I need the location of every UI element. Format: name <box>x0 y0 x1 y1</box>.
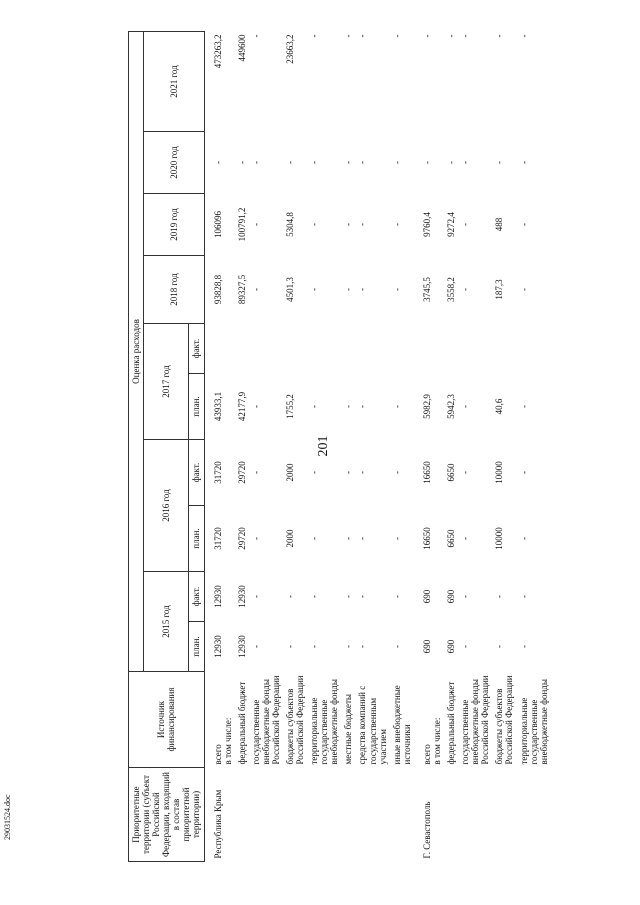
table-row <box>414 32 444 862</box>
value-cell: 16650 <box>421 527 432 550</box>
value-cell: 12930 <box>212 635 223 658</box>
value-cell <box>204 324 235 374</box>
value-cell: - <box>518 537 529 540</box>
value-cell: 31720 <box>212 461 223 484</box>
value-cell: - <box>446 161 457 164</box>
value-cell: - <box>357 223 368 226</box>
document-id: 29031524.doc <box>3 794 12 840</box>
header-year-2016: 2016 год <box>144 440 189 572</box>
value-cell: - <box>250 288 261 291</box>
value-cell: - <box>309 537 320 540</box>
value-cell: - <box>250 405 261 408</box>
value-cell: - <box>391 537 402 540</box>
value-cell: - <box>250 223 261 226</box>
header-year-2021: 2021 год <box>144 32 204 132</box>
region-cell <box>458 768 492 862</box>
value-cell: 23663,2 <box>285 34 296 64</box>
source-cell: всего в том числе: <box>212 717 233 765</box>
table-row <box>235 32 249 862</box>
value-cell: 43933,1 <box>212 391 223 422</box>
source-cell: территориальные государственные внебюджетные фонды <box>518 679 549 765</box>
value-cell: - <box>391 223 402 226</box>
value-cell: - <box>357 288 368 291</box>
value-cell: 4501,3 <box>285 277 296 302</box>
source-cell: бюджеты субъектов Российской Федерации <box>285 675 306 765</box>
value-cell: - <box>343 405 354 408</box>
value-cell: 2000 <box>285 463 296 482</box>
value-cell: - <box>391 471 402 474</box>
value-cell: - <box>250 645 261 648</box>
value-cell: 10000 <box>494 527 505 550</box>
table-row <box>492 32 516 862</box>
value-cell: - <box>357 34 368 38</box>
table-header <box>129 32 205 862</box>
source-cell: местные бюджеты <box>343 694 354 765</box>
value-cell: - <box>309 223 320 226</box>
header-year-2015: 2015 год <box>144 572 189 672</box>
value-cell <box>458 324 492 374</box>
value-cell: - <box>460 161 471 164</box>
region-cell: Г. Севастополь <box>421 801 432 859</box>
value-cell: 488 <box>494 217 505 232</box>
header-plan-2017: план. <box>189 374 204 440</box>
value-cell: - <box>285 161 296 164</box>
value-cell: - <box>343 471 354 474</box>
value-cell: - <box>391 34 402 38</box>
region-cell <box>444 768 458 862</box>
value-cell: - <box>250 161 261 164</box>
value-cell: 100791,2 <box>236 207 247 242</box>
value-cell: - <box>518 34 529 38</box>
value-cell: - <box>460 223 471 226</box>
region-cell <box>249 768 283 862</box>
header-estimate: Оценка расходов <box>129 32 144 672</box>
value-cell: - <box>460 537 471 540</box>
value-cell: - <box>309 288 320 291</box>
value-cell: 6650 <box>446 463 457 482</box>
value-cell: - <box>250 34 261 38</box>
value-cell: - <box>309 595 320 598</box>
header-year-2017: 2017 год <box>144 324 189 440</box>
value-cell: 5942,3 <box>446 394 457 419</box>
header-year-2018: 2018 год <box>144 256 204 324</box>
value-cell: - <box>309 34 320 38</box>
rotated-table-container <box>128 32 633 862</box>
source-cell: иные внебюджетные источники <box>391 685 412 765</box>
value-cell <box>492 324 516 374</box>
table-row <box>458 32 492 862</box>
value-cell: - <box>357 471 368 474</box>
value-cell: - <box>460 405 471 408</box>
value-cell: 12930 <box>236 635 247 658</box>
value-cell: - <box>460 288 471 291</box>
value-cell: - <box>343 34 354 38</box>
header-plan-2015: план. <box>189 622 204 672</box>
value-cell: - <box>309 161 320 164</box>
value-cell: 3745,5 <box>421 277 432 302</box>
value-cell: - <box>518 288 529 291</box>
region-cell <box>517 768 551 862</box>
value-cell <box>444 324 458 374</box>
value-cell: - <box>309 645 320 648</box>
value-cell: - <box>343 537 354 540</box>
value-cell: - <box>391 288 402 291</box>
table-row <box>204 32 235 862</box>
value-cell: - <box>285 595 296 598</box>
value-cell: - <box>460 595 471 598</box>
expense-estimate-table <box>128 31 551 862</box>
value-cell: - <box>421 34 432 38</box>
value-cell: 690 <box>421 639 432 654</box>
value-cell: 31720 <box>212 527 223 550</box>
table-row <box>341 32 355 862</box>
value-cell: - <box>518 161 529 164</box>
value-cell: - <box>343 645 354 648</box>
table-row <box>390 32 414 862</box>
value-cell: - <box>494 161 505 164</box>
value-cell: 187,3 <box>494 279 505 300</box>
value-cell: - <box>518 595 529 598</box>
table-body <box>204 32 551 862</box>
header-fact-2015: факт. <box>189 572 204 622</box>
value-cell: - <box>236 161 247 164</box>
value-cell: - <box>343 223 354 226</box>
value-cell: 9760,4 <box>421 212 432 237</box>
value-cell: 10000 <box>494 461 505 484</box>
region-cell <box>341 768 355 862</box>
value-cell: - <box>518 645 529 648</box>
value-cell: 5982,9 <box>421 394 432 419</box>
region-cell <box>283 768 307 862</box>
value-cell: - <box>518 405 529 408</box>
value-cell: - <box>357 405 368 408</box>
source-cell: территориальные государственные внебюджетные фонды <box>309 679 340 765</box>
value-cell: - <box>460 34 471 38</box>
value-cell: 29720 <box>236 461 247 484</box>
table-row <box>355 32 389 862</box>
value-cell: - <box>309 405 320 408</box>
value-cell: 449600 <box>236 34 247 62</box>
value-cell <box>235 324 249 374</box>
value-cell <box>355 324 389 374</box>
value-cell: - <box>357 595 368 598</box>
value-cell: 12930 <box>236 585 247 608</box>
region-cell <box>355 768 389 862</box>
value-cell: 40,6 <box>494 398 505 415</box>
value-cell: 2000 <box>285 529 296 548</box>
value-cell: 93828,8 <box>212 274 223 305</box>
value-cell: 690 <box>446 639 457 654</box>
table-row <box>283 32 307 862</box>
region-cell <box>307 768 341 862</box>
value-cell: 42177,9 <box>236 391 247 422</box>
value-cell: - <box>357 645 368 648</box>
value-cell: - <box>494 595 505 598</box>
value-cell: - <box>421 161 432 164</box>
value-cell: - <box>460 645 471 648</box>
value-cell: - <box>391 645 402 648</box>
table-row <box>517 32 551 862</box>
value-cell <box>283 324 307 374</box>
value-cell: 690 <box>446 589 457 604</box>
value-cell <box>390 324 414 374</box>
value-cell: - <box>250 595 261 598</box>
value-cell <box>517 324 551 374</box>
value-cell: 16650 <box>421 461 432 484</box>
header-territory: Приоритетные территории (субъект Российской Федерации, входящий в состав приоритетной территории) <box>129 768 205 862</box>
value-cell: 106096 <box>212 211 223 238</box>
value-cell: - <box>391 405 402 408</box>
value-cell: - <box>357 161 368 164</box>
value-cell: - <box>250 537 261 540</box>
value-cell: 6650 <box>446 529 457 548</box>
header-fact-2016: факт. <box>189 440 204 506</box>
table-row <box>444 32 458 862</box>
region-cell: Республика Крым <box>212 789 223 859</box>
value-cell: - <box>357 537 368 540</box>
value-cell: 690 <box>421 589 432 604</box>
value-cell: - <box>460 471 471 474</box>
value-cell <box>307 324 341 374</box>
value-cell <box>341 324 355 374</box>
source-cell: государственные внебюджетные фонды Российской Федерации <box>460 675 491 765</box>
value-cell: - <box>212 161 223 164</box>
value-cell: 89327,5 <box>236 274 247 305</box>
table-row <box>249 32 283 862</box>
region-cell <box>235 768 249 862</box>
source-cell: федеральный бюджет <box>446 681 457 765</box>
header-fact-2017: факт. <box>189 324 204 374</box>
value-cell: 473263,2 <box>212 34 223 69</box>
value-cell: - <box>309 471 320 474</box>
value-cell: - <box>391 595 402 598</box>
value-cell: - <box>494 645 505 648</box>
value-cell: 1755,2 <box>285 394 296 419</box>
value-cell: - <box>343 595 354 598</box>
value-cell: 9272,4 <box>446 212 457 237</box>
value-cell: - <box>518 471 529 474</box>
value-cell <box>414 324 444 374</box>
source-cell: бюджеты субъектов Российской Федерации <box>494 675 515 765</box>
value-cell: - <box>446 34 457 38</box>
header-plan-2016: план. <box>189 506 204 572</box>
value-cell: - <box>343 288 354 291</box>
table-row <box>307 32 341 862</box>
header-year-2019: 2019 год <box>144 194 204 256</box>
page-number: 201 <box>316 435 331 457</box>
header-year-2020: 2020 год <box>144 132 204 194</box>
value-cell: - <box>250 471 261 474</box>
value-cell: - <box>518 223 529 226</box>
value-cell: - <box>391 161 402 164</box>
region-cell <box>492 768 516 862</box>
value-cell: - <box>285 645 296 648</box>
region-cell <box>390 768 414 862</box>
source-cell: средства компаний с государственным участием <box>357 685 388 765</box>
source-cell: государственные внебюджетные фонды Российской Федерации <box>250 675 281 765</box>
value-cell: 29720 <box>236 527 247 550</box>
header-source: Источник финансирования <box>129 672 205 768</box>
value-cell: - <box>343 161 354 164</box>
value-cell: - <box>494 34 505 38</box>
value-cell <box>249 324 283 374</box>
value-cell: 5304,8 <box>285 212 296 237</box>
source-cell: федеральный бюджет <box>236 681 247 765</box>
value-cell: 12930 <box>212 585 223 608</box>
source-cell: всего в том числе: <box>421 717 442 765</box>
value-cell: 3558,2 <box>446 277 457 302</box>
